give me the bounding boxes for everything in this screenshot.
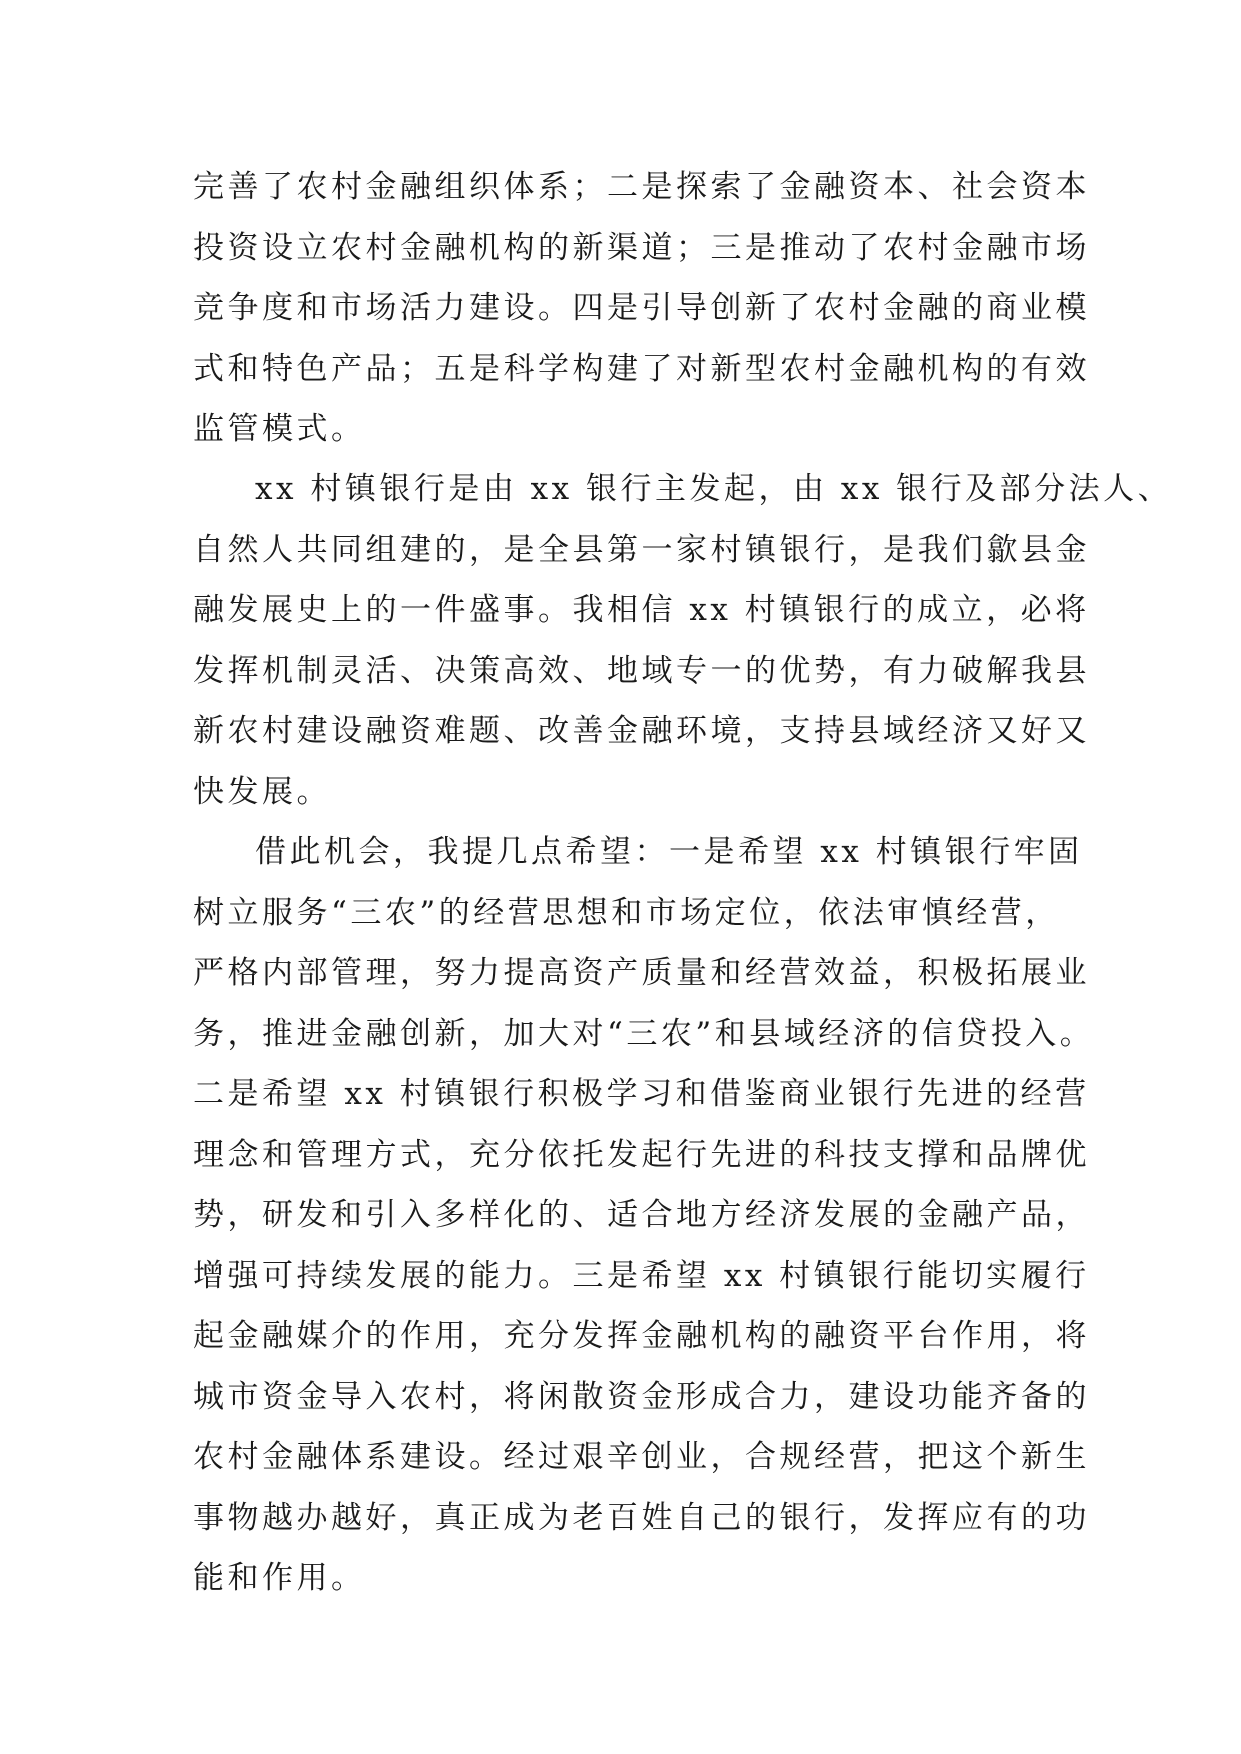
text-line: 二是希望 xx 村镇银行积极学习和借鉴商业银行先进的经营 — [193, 1076, 1090, 1112]
text-line: 事物越办越好，真正成为老百姓自己的银行，发挥应有的功 — [193, 1499, 1090, 1536]
paragraph-continuation — [193, 157, 1090, 460]
text-line: 农村金融体系建设。经过艰辛创业，合规经营，把这个新生 — [193, 1439, 1090, 1475]
text-line: 监管模式。 — [193, 411, 366, 447]
text-line: 快发展。 — [193, 773, 331, 810]
text-line: 严格内部管理，努力提高资产质量和经营效益，积极拓展业 — [193, 955, 1090, 991]
text-line: 务，推进金融创新，加大对“三农”和县域经济的信贷投入。 — [193, 1015, 1095, 1052]
text-line: 竞争度和市场活力建设。四是引导创新了农村金融的商业模 — [193, 290, 1090, 326]
text-line: 借此机会，我提几点希望：一是希望 xx 村镇银行牢固 — [255, 834, 1083, 870]
text-line: 发挥机制灵活、决策高效、地域专一的优势，有力破解我县 — [193, 652, 1090, 689]
text-line: 增强可持续发展的能力。三是希望 xx 村镇银行能切实履行 — [193, 1257, 1090, 1294]
text-line: 自然人共同组建的，是全县第一家村镇银行，是我们歙县金 — [193, 531, 1090, 568]
text-line: 势，研发和引入多样化的、适合地方经济发展的金融产品， — [193, 1197, 1090, 1233]
text-line: 起金融媒介的作用，充分发挥金融机构的融资平台作用，将 — [193, 1318, 1090, 1354]
text-line: 能和作用。 — [193, 1560, 366, 1596]
text-line: 新农村建设融资难题、改善金融环境，支持县域经济又好又 — [193, 713, 1090, 749]
text-line: 理念和管理方式，充分依托发起行先进的科技支撑和品牌优 — [193, 1136, 1090, 1173]
text-line: xx 村镇银行是由 xx 银行主发起，由 xx 银行及部分法人、 — [255, 471, 1173, 507]
paragraph-bank-intro — [193, 459, 1173, 822]
text-line: 投资设立农村金融机构的新渠道；三是推动了农村金融市场 — [193, 229, 1090, 266]
paragraph-hopes — [193, 822, 1095, 1609]
text-line: 完善了农村金融组织体系；二是探索了金融资本、社会资本 — [193, 169, 1090, 205]
text-line: 城市资金导入农村，将闲散资金形成合力，建设功能齐备的 — [193, 1378, 1090, 1415]
text-line: 树立服务“三农”的经营思想和市场定位，依法审慎经营， — [193, 894, 1060, 931]
text-line: 融发展史上的一件盛事。我相信 xx 村镇银行的成立，必将 — [193, 592, 1090, 628]
text-line: 式和特色产品；五是科学构建了对新型农村金融机构的有效 — [193, 350, 1090, 387]
